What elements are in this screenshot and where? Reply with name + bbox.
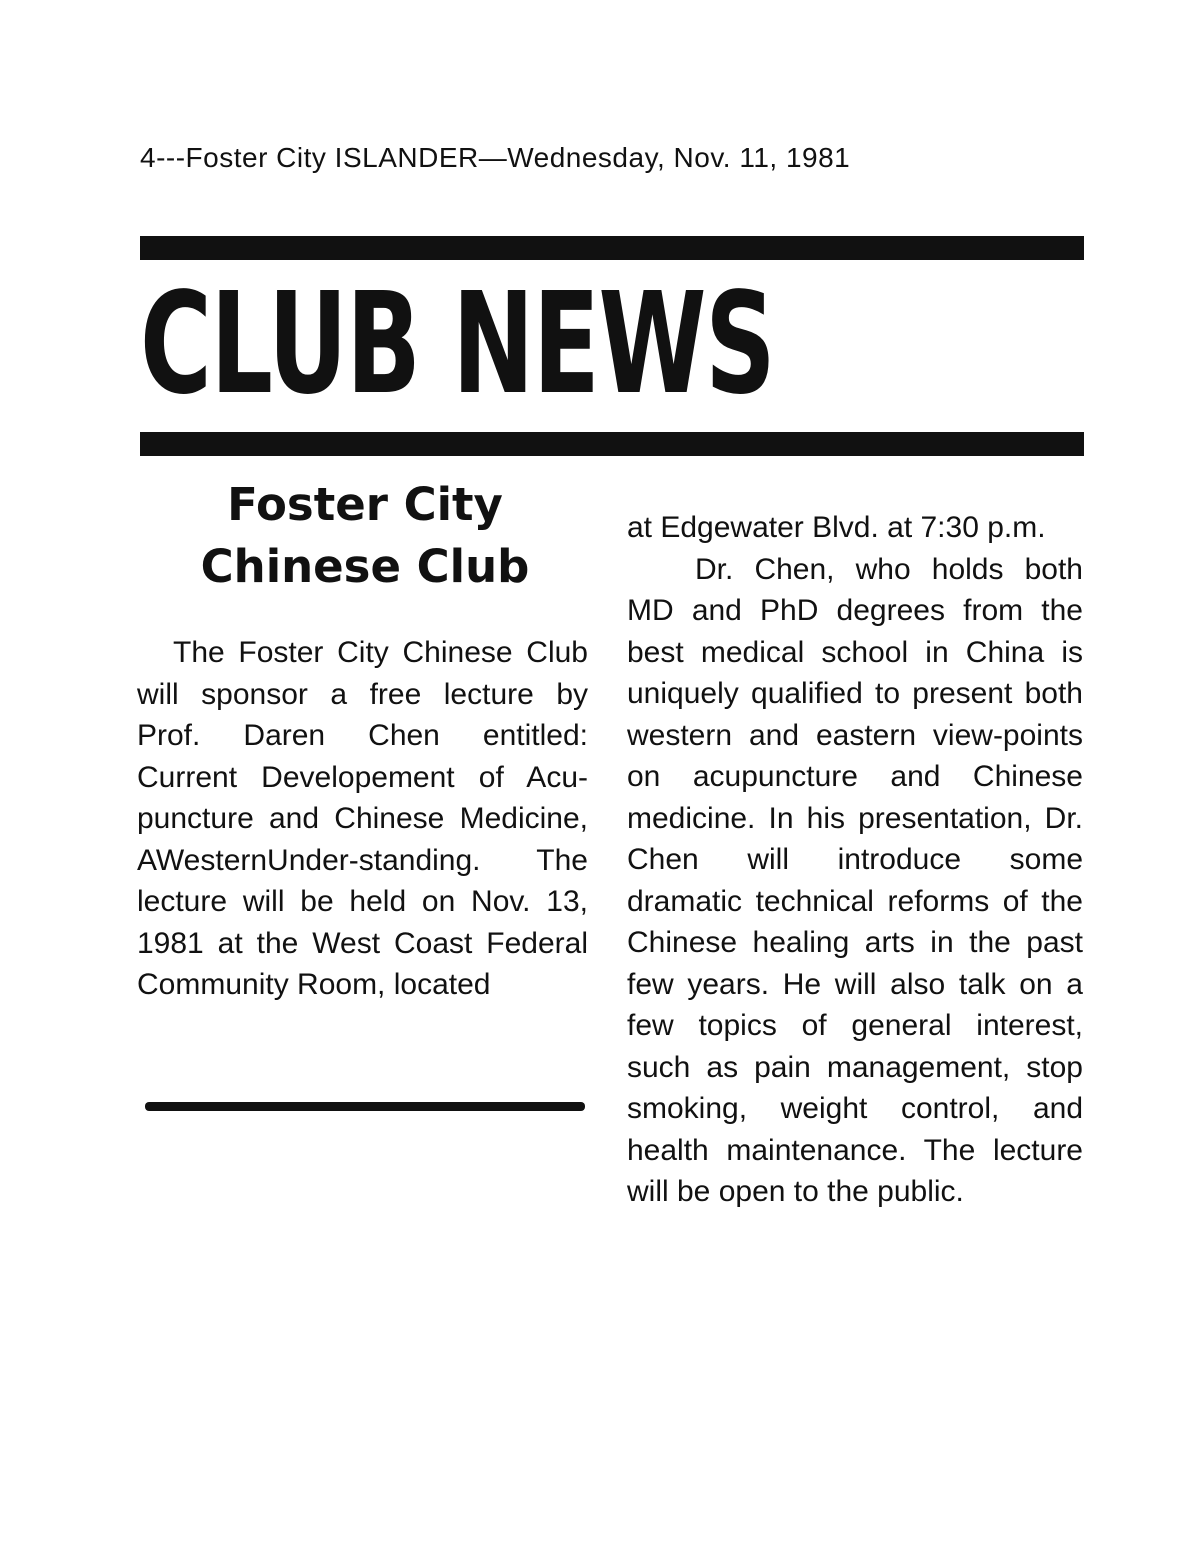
article-paragraph-1-part-2: at Edgewater Blvd. at 7:30 p.m. xyxy=(627,511,1046,544)
headline-line-2: Chinese Club xyxy=(200,540,530,593)
article-end-rule xyxy=(145,1102,585,1111)
headline-line-1: Foster City xyxy=(227,478,503,531)
article-paragraph-1-part-1: The Foster City Chinese Club will sponsor a free lecture by Prof. Daren Chen entitled: Current Developement of Acu-puncture and Chinese Medicine, AWesternUnder-standing. The lecture will be held on Nov. 13, 1981 at the West Coast Federal Community Room, located xyxy=(137,636,588,1001)
masthead-top-rule xyxy=(140,236,1084,260)
article-column-right xyxy=(627,507,1083,1213)
page-folio: 4---Foster City ISLANDER—Wednesday, Nov. 11, 1981 xyxy=(140,142,851,173)
article-headline xyxy=(140,474,590,598)
article-column-left xyxy=(137,632,588,1006)
article-paragraph-2: Dr. Chen, who holds both MD and PhD degrees from the best medical school in China is uniquely qualified to present both western and eastern view-points on acupuncture and Chinese medicine. In his presentation, Dr. Chen will introduce some dramatic technical reforms of the Chinese healing arts in the past few years. He will also talk on a few topics of general interest, such as pain management, stop smoking, weight control, and health maintenance. The lecture will be open to the public. xyxy=(627,552,1083,1208)
masthead-bottom-rule xyxy=(140,432,1084,456)
masthead-title: CLUB NEWS xyxy=(140,263,775,426)
